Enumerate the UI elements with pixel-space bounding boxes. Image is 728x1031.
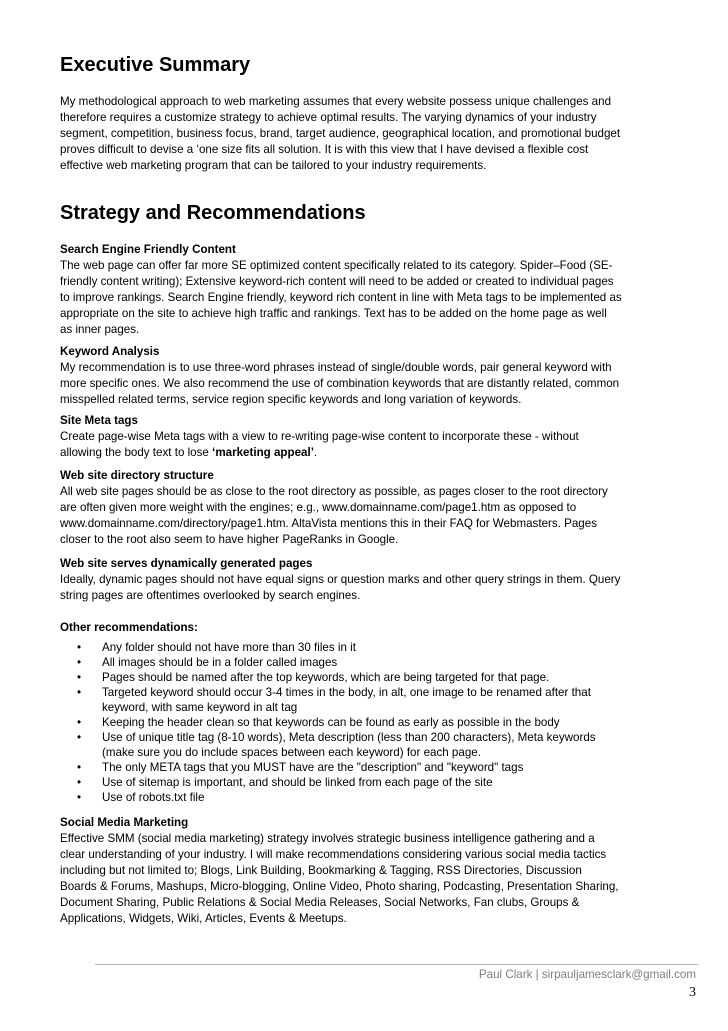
other-recommendations-title: Other recommendations: [60, 621, 198, 634]
list-item-text: Use of robots.txt file [102, 791, 205, 804]
list-item-text: All images should be in a folder called images [102, 656, 338, 669]
list-item-text: Keeping the header clean so that keywords can be found as early as possible in the body [102, 716, 560, 729]
social-media-body: Effective SMM (social media marketing) strategy involves strategic business intelligence gathering and a clear understanding of your industry. I will make recommendations considering various social media tactics including but not limited to; Blogs, Link Building, Bookmarking & Tagging, RSS Directories, Discussion Boards & Forums, Mashups, Micro-blogging, Online Video, Photo sharing, Podcasting, Presentation Sharing, Document Sharing, Public Relations & Social Media Releases, Social Networks, Fan clubs, Groups & Applications, Widgets, Wiki, Articles, Events & Meetups. [60, 832, 619, 925]
list-item [60, 685, 680, 715]
list-item-text: Pages should be named after the top keywords, which are being targeted for that page. [102, 671, 550, 684]
list-item [60, 775, 680, 790]
list-item [60, 640, 680, 655]
bullet-icon: • [77, 686, 82, 699]
bullet-icon: • [77, 656, 82, 669]
directory-title: Web site directory structure [60, 469, 214, 482]
list-item [60, 790, 680, 805]
keyword-analysis-body: My recommendation is to use three-word phrases instead of single/double words, pair general keyword with more specific ones. We also recommend the use of combination keywords that are distantly related, common misspelled related terms, service region specific keywords and long variation of keywords. [60, 361, 620, 406]
meta-tags-line2 [60, 445, 680, 461]
keyword-analysis-title: Keyword Analysis [60, 345, 160, 358]
bullet-icon: • [77, 791, 82, 804]
meta-tags-title: Site Meta tags [60, 414, 138, 427]
meta-tags-line2-suffix: . [313, 446, 318, 459]
footer-author: Paul Clark | sirpauljamesclark@gmail.com [478, 968, 696, 981]
list-item [60, 715, 680, 730]
bullet-icon: • [77, 671, 82, 684]
meta-tags-line2-prefix: allowing the body text to lose [60, 446, 213, 459]
list-item [60, 670, 680, 685]
strategy-heading: Strategy and Recommendations [60, 202, 366, 224]
list-item-text: Use of sitemap is important, and should be linked from each page of the site [102, 776, 493, 789]
dynamic-pages-title: Web site serves dynamically generated pages [60, 557, 313, 570]
list-item [60, 760, 680, 775]
list-item-text: Targeted keyword should occur 3-4 times in the body, in alt, one image to be renamed after that keyword, with same keyword in alt tag [102, 686, 591, 714]
meta-tags-body [60, 429, 680, 461]
executive-summary-heading: Executive Summary [60, 54, 251, 76]
list-item-text: Any folder should not have more than 30 files in it [102, 641, 356, 654]
bullet-icon: • [77, 731, 82, 744]
bullet-icon: • [77, 641, 82, 654]
other-recommendations-list [60, 640, 680, 805]
page-number: 3 [689, 985, 696, 1000]
list-item [60, 730, 680, 760]
directory-body: All web site pages should be as close to the root directory as possible, as pages closer to the root directory are often given more weight with the engines; e.g., www.domainname.com/page1.htm as opposed to www.domainname.com/directory/page1.htm. AltaVista mentions this in their FAQ for Webmasters. Pages closer to the root also seem to have higher PageRanks in Google. [60, 485, 608, 546]
bullet-icon: • [77, 776, 82, 789]
social-media-title: Social Media Marketing [60, 816, 189, 829]
search-engine-title: Search Engine Friendly Content [60, 243, 236, 256]
list-item [60, 655, 680, 670]
list-item-text: Use of unique title tag (8-10 words), Meta description (less than 200 characters), Meta keywords (make sure you do include spaces between each keyword) for each page. [102, 731, 596, 759]
meta-tags-line1: Create page-wise Meta tags with a view to re-writing page-wise content to incorporate these - without [60, 430, 579, 443]
bullet-icon: • [77, 716, 82, 729]
list-item-text: The only META tags that you MUST have are the "description" and "keyword" tags [102, 761, 524, 774]
footer-divider [95, 964, 698, 965]
executive-summary-body: My methodological approach to web marketing assumes that every website possess unique challenges and therefore requires a customize strategy to achieve optimal results. The varying dynamics of your industry segment, competition, business focus, brand, target audience, geographical location, and promotional budget proves difficult to devise a ‘one size fits all solution. It is with this view that I have devised a flexible cost effective web marketing program that can be tailored to your industry requirements. [60, 95, 621, 172]
dynamic-pages-body: Ideally, dynamic pages should not have equal signs or question marks and other query strings in them. Query string pages are oftentimes overlooked by search engines. [60, 573, 621, 602]
search-engine-body: The web page can offer far more SE optimized content specifically related to its category. Spider–Food (SE- friendly content writing); Extensive keyword-rich content will need to be added or created to individual pages to improve rankings. Search Engine friendly, keyword rich content in line with Meta tags to be implemented as appropriate on the site to achieve high traffic and rankings. Text has to be added on the home page as well as inner pages. [60, 259, 622, 336]
bullet-icon: • [77, 761, 82, 774]
marketing-appeal-emphasis: ‘marketing appeal’ [212, 446, 314, 459]
